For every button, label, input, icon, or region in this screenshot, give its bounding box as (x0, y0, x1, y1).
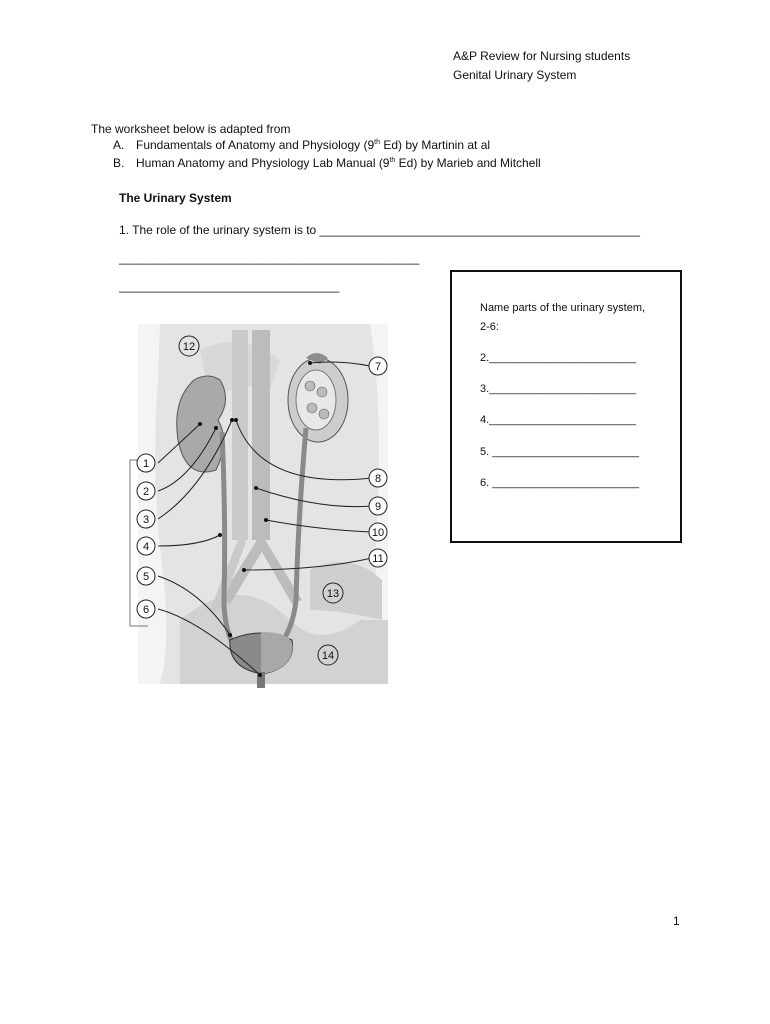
source-text-end: Ed) by Martinin at al (379, 138, 491, 152)
diagram-label-1: 1 (142, 458, 150, 470)
box-instruction: Name parts of the urinary system, (480, 302, 646, 314)
question-1: 1. The role of the urinary system is to ________________________________________________ (119, 223, 640, 237)
box-answer-line: 6. ________________________ (480, 477, 640, 489)
source-sup: th (389, 157, 396, 164)
diagram-label-2: 2 (142, 486, 150, 498)
source-marker: B. (113, 156, 125, 170)
box-answer-line: 2.________________________ (480, 352, 636, 364)
diagram-label-8: 8 (374, 473, 382, 485)
source-sup: th (374, 139, 380, 146)
box-answer-line: 5. ________________________ (480, 446, 640, 458)
diagram-label-3: 3 (142, 514, 150, 526)
diagram-label-12: 12 (182, 341, 196, 353)
source-item-b (113, 156, 541, 170)
source-text-end: Ed) by Marieb and Mitchell (395, 156, 541, 170)
diagram-label-5: 5 (142, 571, 150, 583)
answer-blank-line: _________________________________ (119, 279, 340, 293)
intro-text: The worksheet below is adapted from (91, 122, 291, 136)
answer-blank-line: _____________________________________________ (119, 251, 420, 265)
diagram-label-14: 14 (321, 650, 335, 662)
section-title: The Urinary System (119, 191, 232, 205)
source-marker: A. (113, 138, 125, 152)
box-answer-line: 4.________________________ (480, 414, 636, 426)
header-subtitle: Genital Urinary System (453, 68, 577, 82)
source-item-a (113, 138, 490, 152)
diagram-label-11: 11 (372, 553, 384, 565)
box-answer-line: 3.________________________ (480, 383, 636, 395)
name-parts-box (450, 270, 682, 543)
diagram-label-10: 10 (371, 527, 385, 539)
source-text: Human Anatomy and Physiology Lab Manual (9 (136, 156, 390, 170)
source-text: Fundamentals of Anatomy and Physiology (9 (136, 138, 375, 152)
diagram-label-7: 7 (374, 361, 382, 373)
urinary-system-diagram (120, 320, 400, 688)
box-instruction-range: 2-6: (480, 321, 499, 333)
header-title: A&P Review for Nursing students (453, 49, 631, 63)
diagram-label-9: 9 (374, 501, 382, 513)
page-number: 1 (673, 914, 680, 928)
diagram-label-4: 4 (142, 541, 150, 553)
diagram-label-13: 13 (326, 588, 340, 600)
diagram-label-6: 6 (142, 604, 150, 616)
